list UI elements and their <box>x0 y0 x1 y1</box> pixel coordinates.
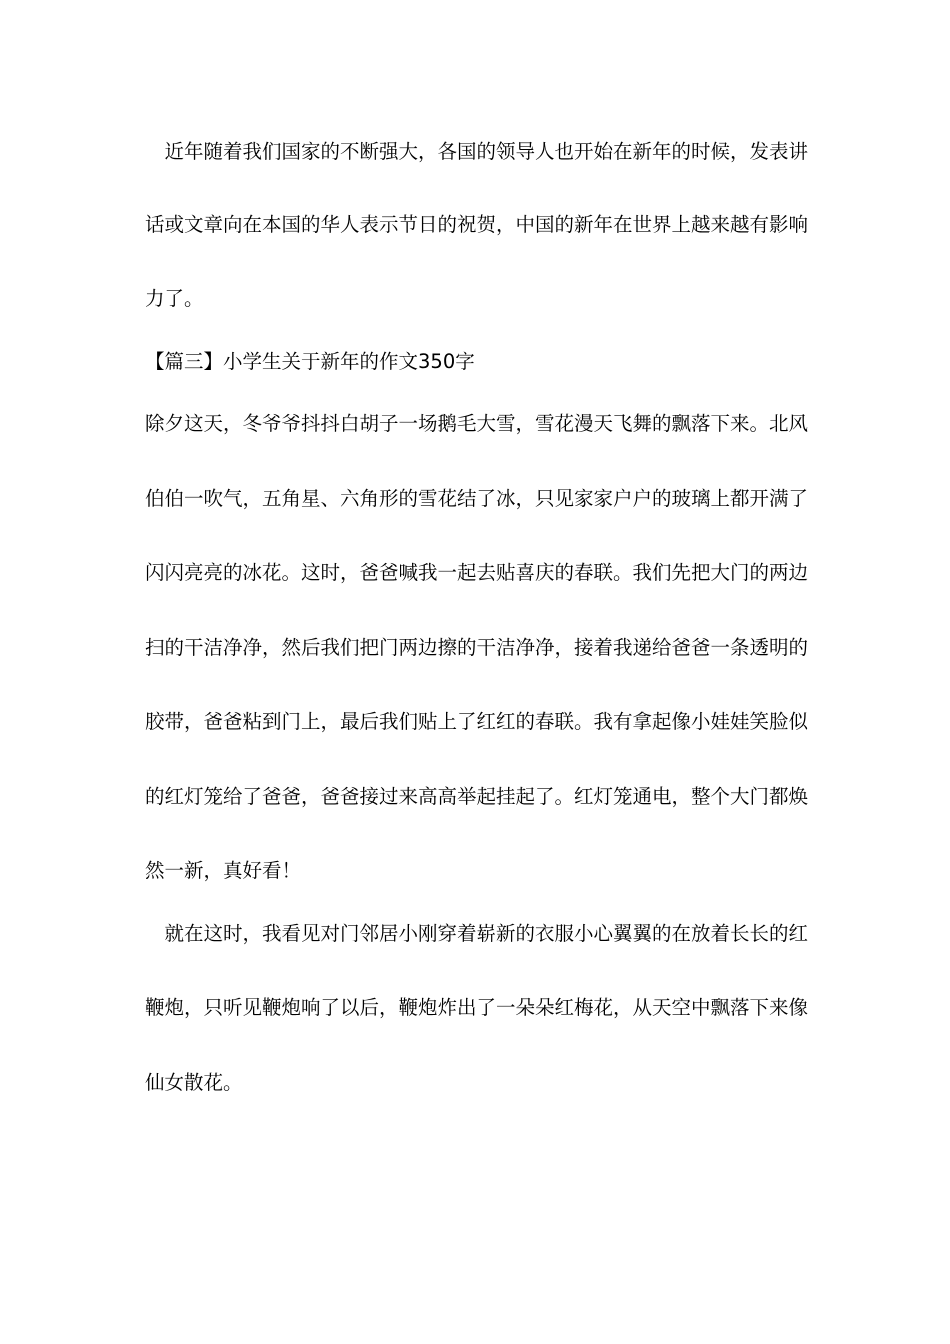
intro-line-3: 力了。 <box>145 287 204 310</box>
essay-p1-line-4: 扫的干洁净净，然后我们把门两边擦的干洁净净，接着我递给爸爸一条透明的 <box>145 636 809 659</box>
essay-p1-line-5: 胶带，爸爸粘到门上，最后我们贴上了红红的春联。我有拿起像小娃娃笑脸似 <box>145 710 809 733</box>
essay-p1-line-7: 然一新，真好看！ <box>145 859 302 882</box>
intro-line-1: 近年随着我们国家的不断强大，各国的领导人也开始在新年的时候，发表讲 <box>145 140 809 163</box>
essay-p2-line-1: 就在这时，我看见对门邻居小刚穿着崭新的衣服小心翼翼的在放着长长的红 <box>145 922 809 945</box>
intro-line-2: 话或文章向在本国的华人表示节日的祝贺，中国的新年在世界上越来越有影响 <box>145 213 809 236</box>
essay-p1-line-1: 除夕这天，冬爷爷抖抖白胡子一场鹅毛大雪，雪花漫天飞舞的飘落下来。北风 <box>145 412 809 435</box>
essay-p2-line-2: 鞭炮，只听见鞭炮响了以后，鞭炮炸出了一朵朵红梅花，从天空中飘落下来像 <box>145 996 809 1019</box>
essay-p1-line-3: 闪闪亮亮的冰花。这时，爸爸喊我一起去贴喜庆的春联。我们先把大门的两边 <box>145 561 809 584</box>
essay-p2-line-3: 仙女散花。 <box>145 1071 243 1094</box>
section-heading: 【篇三】小学生关于新年的作文350字 <box>145 350 475 373</box>
essay-p1-line-2: 伯伯一吹气，五角星、六角形的雪花结了冰，只见家家户户的玻璃上都开满了 <box>145 487 809 510</box>
essay-p1-line-6: 的红灯笼给了爸爸，爸爸接过来高高举起挂起了。红灯笼通电，整个大门都焕 <box>145 785 809 808</box>
